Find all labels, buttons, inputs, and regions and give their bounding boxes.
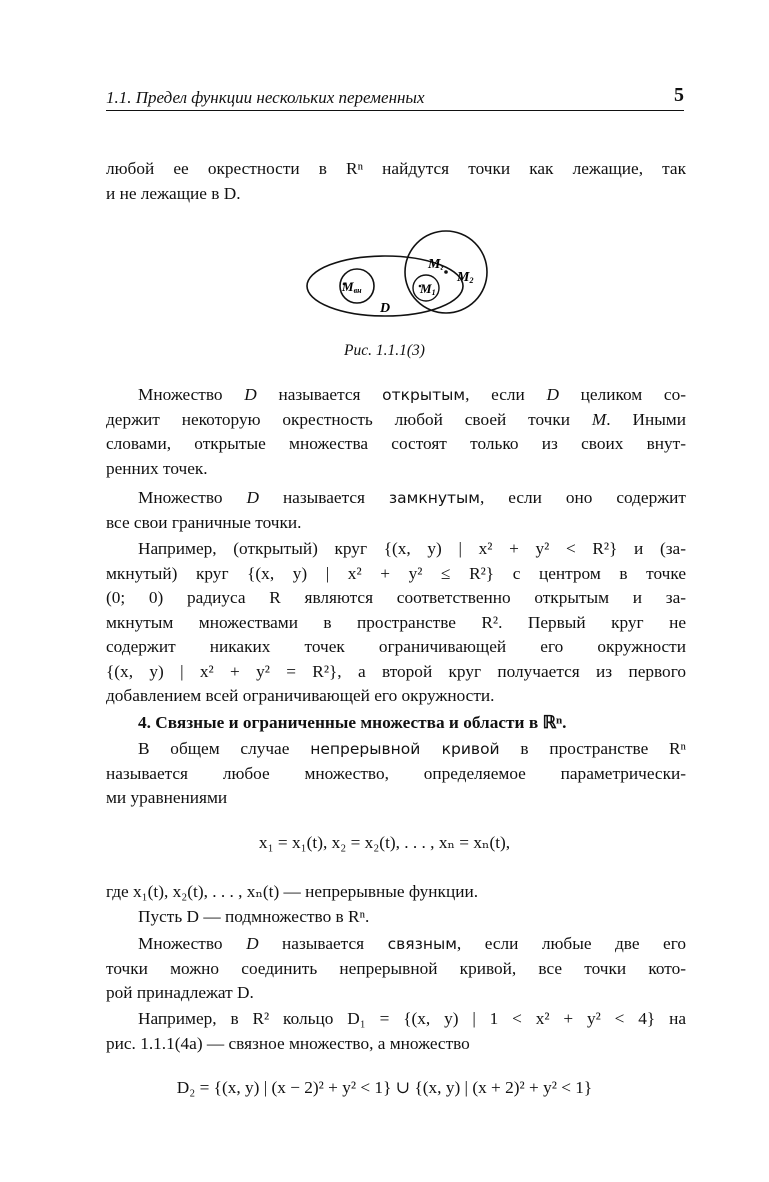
curve-line-2: называется любое множество, определяемое параметрически-	[106, 763, 686, 783]
label-m2: M2	[457, 270, 474, 285]
closed-line-2: все свои граничные точки.	[106, 512, 302, 532]
paragraph-let	[106, 905, 686, 930]
example-line-7: добавлением всей ограничивающей его окружности.	[106, 686, 495, 705]
ring-line-2: рис. 1.1.1(4а) — связное множество, а множество	[106, 1033, 470, 1053]
example-line-5: содержит никаких точек ограничивающей его окружности	[106, 637, 686, 656]
connected-line-3: рой принадлежат D.	[106, 983, 254, 1002]
open-line-2: держит некоторую окрестность любой своей точки M. Иными	[106, 409, 686, 429]
section-heading	[106, 711, 686, 736]
term-closed: замкнутым	[388, 489, 480, 507]
example-line-3: (0; 0) радиуса R являются соответственно открытым и за-	[106, 588, 686, 607]
label-m-vn: Mвн	[342, 279, 362, 295]
term-continuous-curve: непрерывной кривой	[310, 740, 500, 758]
where-line-1: где x₁(t), x₂(t), . . . , xₙ(t) — непрерывные функции.	[106, 882, 479, 901]
label-m1: M1	[420, 281, 436, 297]
section-heading-text: 4. Связные и ограниченные множества и области в ℝⁿ.	[138, 713, 567, 732]
let-line-1: Пусть D — подмножество в Rⁿ.	[138, 907, 370, 926]
label-m-g: Mг	[428, 257, 444, 272]
figure-caption: Рис. 1.1.1(3)	[344, 342, 425, 359]
example-line-2: мкнутый) круг {(x, y) | x² + y² ≤ R²} с центром в точке	[106, 563, 686, 583]
curve-line-1: В общем случае непрерывной кривой в пространстве Rⁿ	[138, 739, 686, 758]
connected-line-1: Множество D называется связным, если любые две его	[138, 934, 687, 953]
intro-line-2: и не лежащие в D.	[106, 183, 241, 203]
open-line-3: словами, открытые множества состоят только из своих внут-	[106, 434, 686, 453]
paragraph-closed-set	[106, 486, 686, 535]
running-title: 1.1. Предел функции нескольких переменных	[106, 88, 425, 107]
formula-two-disks: D₂ = {(x, y) | (x − 2)² + y² < 1} ∪ {(x, y) | (x + 2)² + y² < 1}	[176, 1078, 593, 1097]
term-connected: связным	[387, 935, 457, 953]
open-line-4: ренних точек.	[106, 458, 208, 478]
formula-parametric-curve: x₁ = x₁(t), x₂ = x₂(t), . . . , xₙ = xₙ(t),	[258, 833, 511, 852]
paragraph-curve	[106, 737, 686, 811]
example-line-6: {(x, y) | x² + y² = R²}, а второй круг получается из первого	[106, 661, 686, 681]
example-line-4: мкнутым множествами в пространстве R². Первый круг не	[106, 612, 686, 632]
paragraph-ring-example	[106, 1007, 686, 1056]
set-diagram	[300, 228, 500, 323]
closed-line-1: Множество D называется замкнутым, если оно содержит	[138, 488, 686, 507]
paragraph-disk-example	[106, 537, 686, 709]
running-header	[106, 84, 684, 111]
boundary-point-dot	[444, 270, 448, 274]
term-open: открытым	[382, 386, 466, 404]
paragraph-where	[106, 880, 686, 905]
paragraph-connected-set	[106, 932, 686, 1006]
curve-line-3: ми уравнениями	[106, 788, 228, 807]
intro-line-1: любой ее окрестности в Rⁿ найдутся точки как лежащие, так	[106, 159, 686, 178]
example-line-1: Например, (открытый) круг {(x, y) | x² + y² < R²} и (за-	[138, 539, 686, 558]
page-number: 5	[674, 84, 684, 106]
intro-paragraph	[106, 157, 686, 206]
open-line-1: Множество D называется открытым, если D целиком со-	[138, 385, 687, 404]
label-d: D	[380, 301, 391, 316]
ring-line-1: Например, в R² кольцо D₁ = {(x, y) | 1 < x² + y² < 4} на	[138, 1009, 686, 1028]
paragraph-open-set	[106, 383, 686, 481]
connected-line-2: точки можно соединить непрерывной кривой, все точки кото-	[106, 958, 686, 978]
